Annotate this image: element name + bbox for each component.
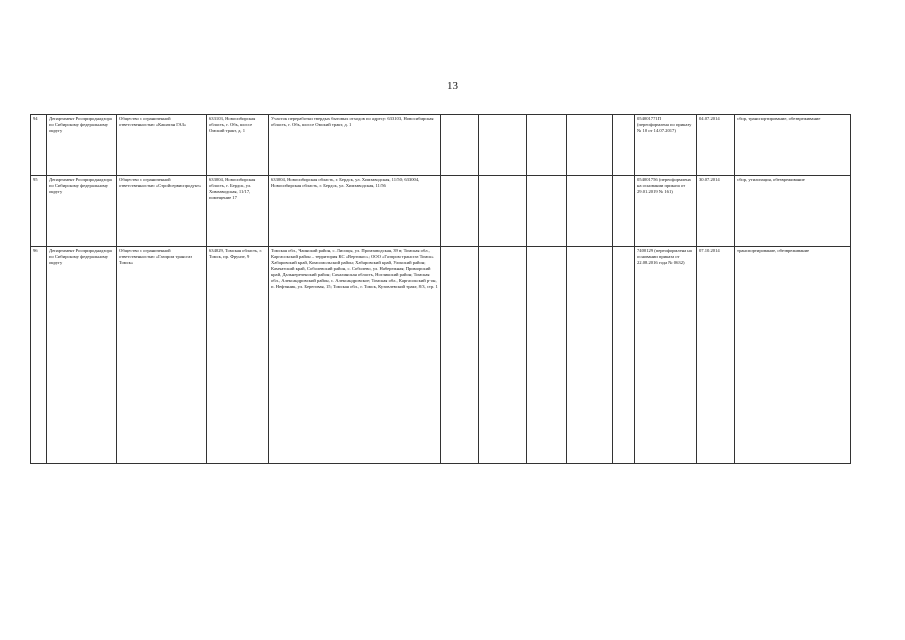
blank-cell [527,115,567,176]
license-cell: 054001756 (переоформлена на основании приказа от 29.01.2019 № 161) [635,176,697,247]
blank-cell [567,176,613,247]
table-row [31,176,851,247]
organization-cell: Общество с ограниченной ответственностью «Стройсервиспродукт» [117,176,207,247]
blank-cell [479,115,527,176]
blank-cell [441,176,479,247]
activity-cell: транспортирование, обезвреживание [735,247,851,464]
sites-cell: 633004, Новосибирская область, г. Бердск, ул. Химзаводская, 11/50; 633004, Новосибирская область, г. Бердск, ул. Химзаводская, 11/56 [269,176,441,247]
license-cell: 7400129 (переоформлена на основании приказа от 22.08.2016 года № 0632) [635,247,697,464]
inn-cell [613,247,635,464]
authority-cell: Департамент Росприроднадзора по Сибирскому федеральному округу [47,247,117,464]
authority-cell: Департамент Росприроднадзора по Сибирскому федеральному округу [47,176,117,247]
sites-cell: Участок переработки твердых бытовых отходов по адресу: 633103, Новосибирская область, г. Обь, шоссе Омский тракт, д. 1 [269,115,441,176]
organization-cell: Общество с ограниченной ответственностью «Кашатан ГАЗ» [117,115,207,176]
blank-cell [441,247,479,464]
address-cell: 634029, Томская область, г. Томск, пр. Фрунзе, 9 [207,247,269,464]
license-cell: 054001771П (переоформлена по приказу № 10 от 14.07.2017) [635,115,697,176]
table-row [31,247,851,464]
date-cell: 07.10.2014 [697,247,735,464]
inn-cell [613,176,635,247]
address-cell: 633103, Новосибирская область, г. Обь, шоссе Омский тракт, д. 1 [207,115,269,176]
authority-cell: Департамент Росприроднадзора по Сибирскому федеральному округу [47,115,117,176]
date-cell: 04.07.2014 [697,115,735,176]
row-number: 96 [31,247,47,464]
activity-cell: сбор, утилизация, обезвреживание [735,176,851,247]
blank-cell [479,247,527,464]
sites-cell: Томская обл., Чаинский район, с. Лисицы, ул. Промзаводская, 39 в; Томская обл., Каргасокский район – территория КС «Вертикос»; ООО «Газпром трансгаз Томск» Хабаровский край, Комсомольский район; Хабаровский край, Ульчский район; Камчатский край, Соболевский район, с. Соболево, ул. Набережная; Приморский край, Дальнереченский район; Сахалинская область, Ногликский район; Томская обл., Александровский район, с. Александровское; Томская обл., Каргасокский р-он, п. Нефтяник, ул. Береговая, 15; Томская обл., г. Томск, Кузовлевский тракт, 8/3, стр. 1 [269,247,441,464]
table-row [31,115,851,176]
blank-cell [567,247,613,464]
blank-cell [441,115,479,176]
row-number: 95 [31,176,47,247]
activity-cell: сбор, транспортирование, обезвреживание [735,115,851,176]
blank-cell [527,176,567,247]
blank-cell [479,176,527,247]
blank-cell [527,247,567,464]
blank-cell [567,115,613,176]
date-cell: 30.07.2014 [697,176,735,247]
row-number: 94 [31,115,47,176]
organization-cell: Общество с ограниченной ответственностью «Газпром трансгаз Томск» [117,247,207,464]
page-number: 13 [447,80,458,92]
inn-cell [613,115,635,176]
registry-table [30,114,851,464]
address-cell: 633004, Новосибирская область, г. Бердск, ул. Химзаводская, 11/17, помещение 17 [207,176,269,247]
